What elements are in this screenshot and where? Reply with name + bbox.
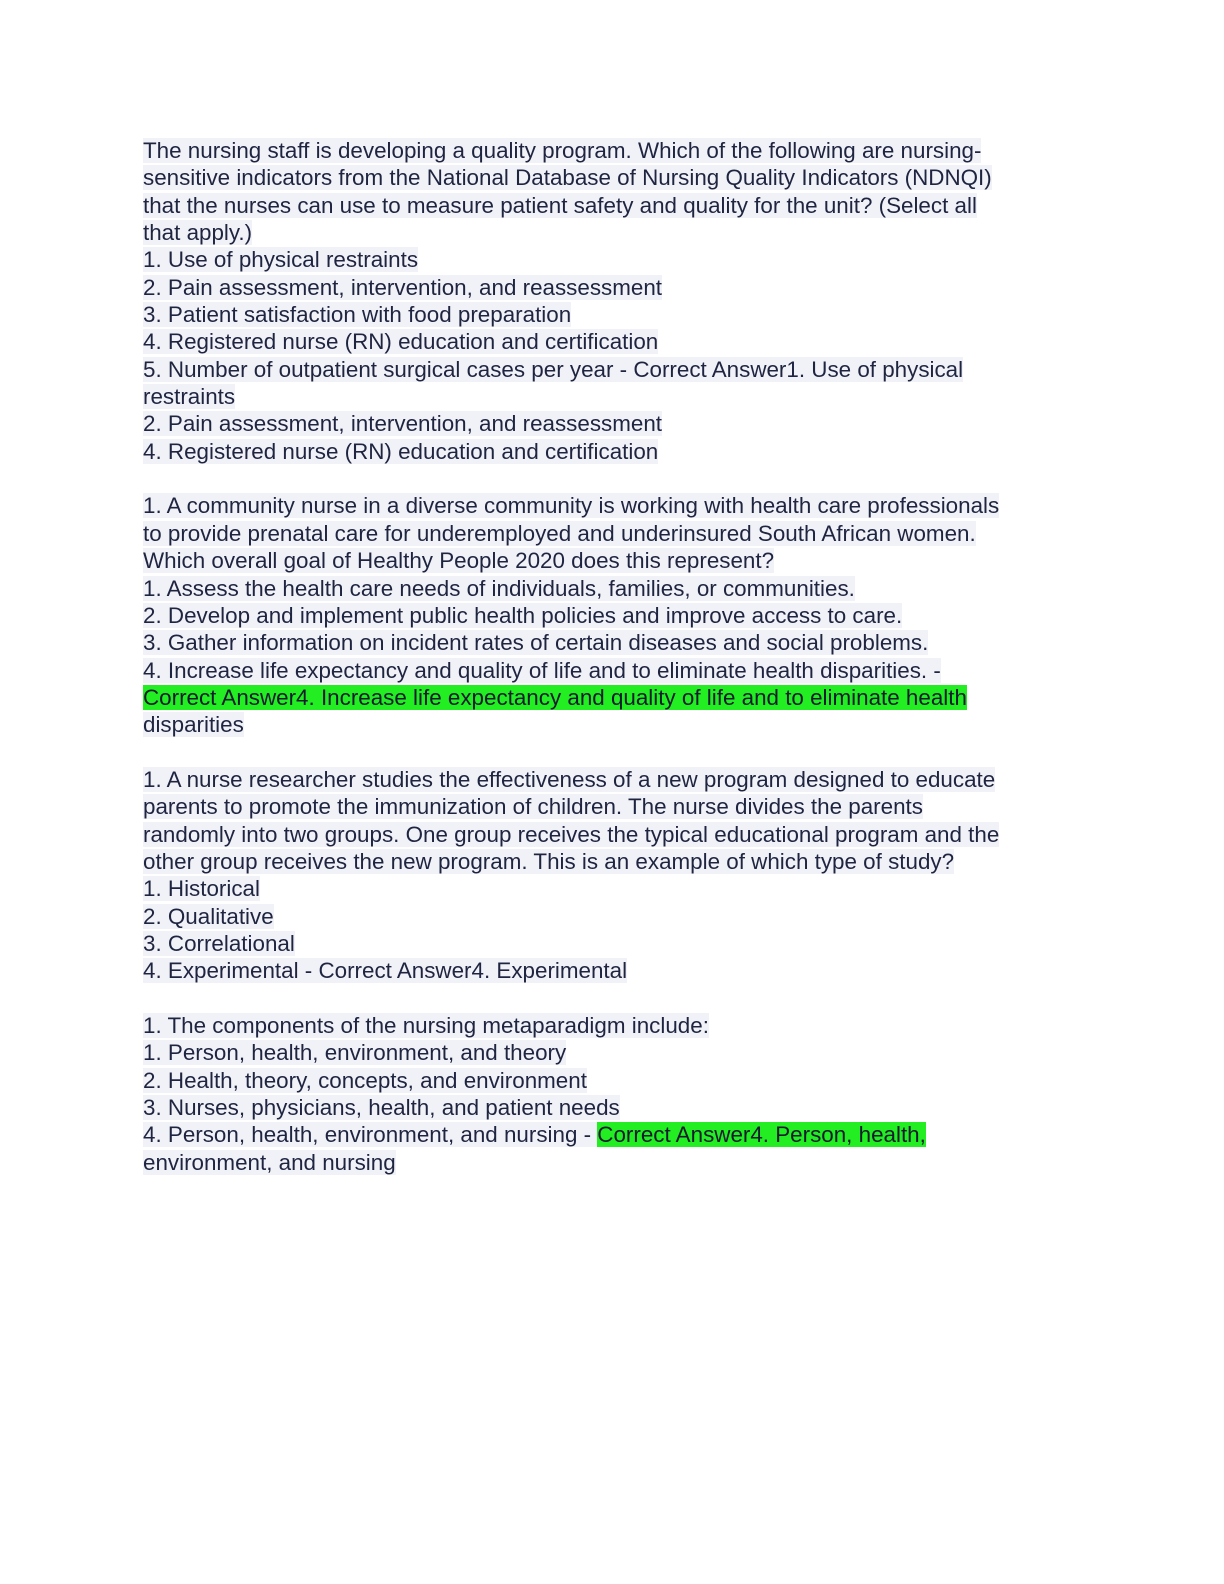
correct-answer-highlight: Correct Answer4. Person, health,	[597, 1122, 926, 1148]
question-stem-line: Which overall goal of Healthy People 2020 does this represent?	[143, 548, 775, 574]
question-block-2	[143, 492, 1083, 738]
correct-answer-line: 4. Registered nurse (RN) education and certification	[143, 438, 659, 464]
question-stem-line: other group receives the new program. This is an example of which type of study?	[143, 848, 955, 874]
question-stem-line: 1. A community nurse in a diverse community is working with health care professionals	[143, 493, 1000, 519]
question-stem-line: parents to promote the immunization of children. The nurse divides the parents	[143, 794, 923, 820]
question-stem-line: that apply.)	[143, 220, 253, 246]
answer-option: 4. Registered nurse (RN) education and certification	[143, 329, 659, 355]
answer-option: 4. Experimental - Correct Answer4. Experimental	[143, 958, 628, 984]
question-stem-line: 1. A nurse researcher studies the effectiveness of a new program designed to educate	[143, 766, 996, 792]
question-block-3	[143, 766, 1083, 985]
question-stem-line: randomly into two groups. One group receives the typical educational program and the	[143, 821, 1000, 847]
answer-option: 4. Person, health, environment, and nursing - Correct Answer4. Person, health,	[143, 1122, 926, 1148]
correct-answer-line: restraints	[143, 384, 236, 410]
spacer	[143, 985, 1083, 1012]
correct-answer-line: disparities	[143, 712, 244, 738]
question-stem-line: that the nurses can use to measure patient safety and quality for the unit? (Select all	[143, 192, 977, 218]
correct-answer-highlight-line	[143, 684, 1083, 711]
answer-option: 1. Historical	[143, 876, 260, 902]
answer-option: 3. Patient satisfaction with food preparation	[143, 302, 572, 328]
question-block-4	[143, 1012, 1083, 1176]
correct-answer-line: 2. Pain assessment, intervention, and reassessment	[143, 411, 662, 437]
correct-answer-line: environment, and nursing	[143, 1149, 396, 1175]
answer-option: 1. Person, health, environment, and theory	[143, 1040, 567, 1066]
question-stem-line: The nursing staff is developing a quality program. Which of the following are nursing-	[143, 138, 982, 163]
answer-option: 3. Correlational	[143, 930, 295, 956]
document-content	[143, 137, 1083, 1176]
question-stem-line: to provide prenatal care for underemployed and underinsured South African women.	[143, 520, 976, 546]
answer-option: 5. Number of outpatient surgical cases per year - Correct Answer1. Use of physical	[143, 356, 964, 382]
answer-option: 1. Use of physical restraints	[143, 247, 419, 273]
question-stem-line: sensitive indicators from the National Database of Nursing Quality Indicators (NDNQI)	[143, 165, 992, 191]
answer-option: 4. Increase life expectancy and quality of life and to eliminate health disparities. -	[143, 657, 941, 683]
spacer	[143, 465, 1083, 492]
question-stem-line: 1. The components of the nursing metaparadigm include:	[143, 1013, 709, 1038]
answer-option: 1. Assess the health care needs of individuals, families, or communities.	[143, 575, 855, 601]
answer-option: 3. Gather information on incident rates of certain diseases and social problems.	[143, 630, 929, 656]
spacer	[143, 739, 1083, 766]
answer-option: 2. Develop and implement public health policies and improve access to care.	[143, 602, 903, 628]
correct-answer-highlight: Correct Answer4. Increase life expectancy and quality of life and to eliminate health	[143, 684, 967, 710]
answer-option: 2. Pain assessment, intervention, and reassessment	[143, 274, 662, 300]
answer-option: 2. Qualitative	[143, 903, 274, 929]
question-block-1	[143, 137, 1083, 465]
answer-option: 2. Health, theory, concepts, and environment	[143, 1067, 587, 1093]
answer-option: 3. Nurses, physicians, health, and patient needs	[143, 1095, 620, 1121]
